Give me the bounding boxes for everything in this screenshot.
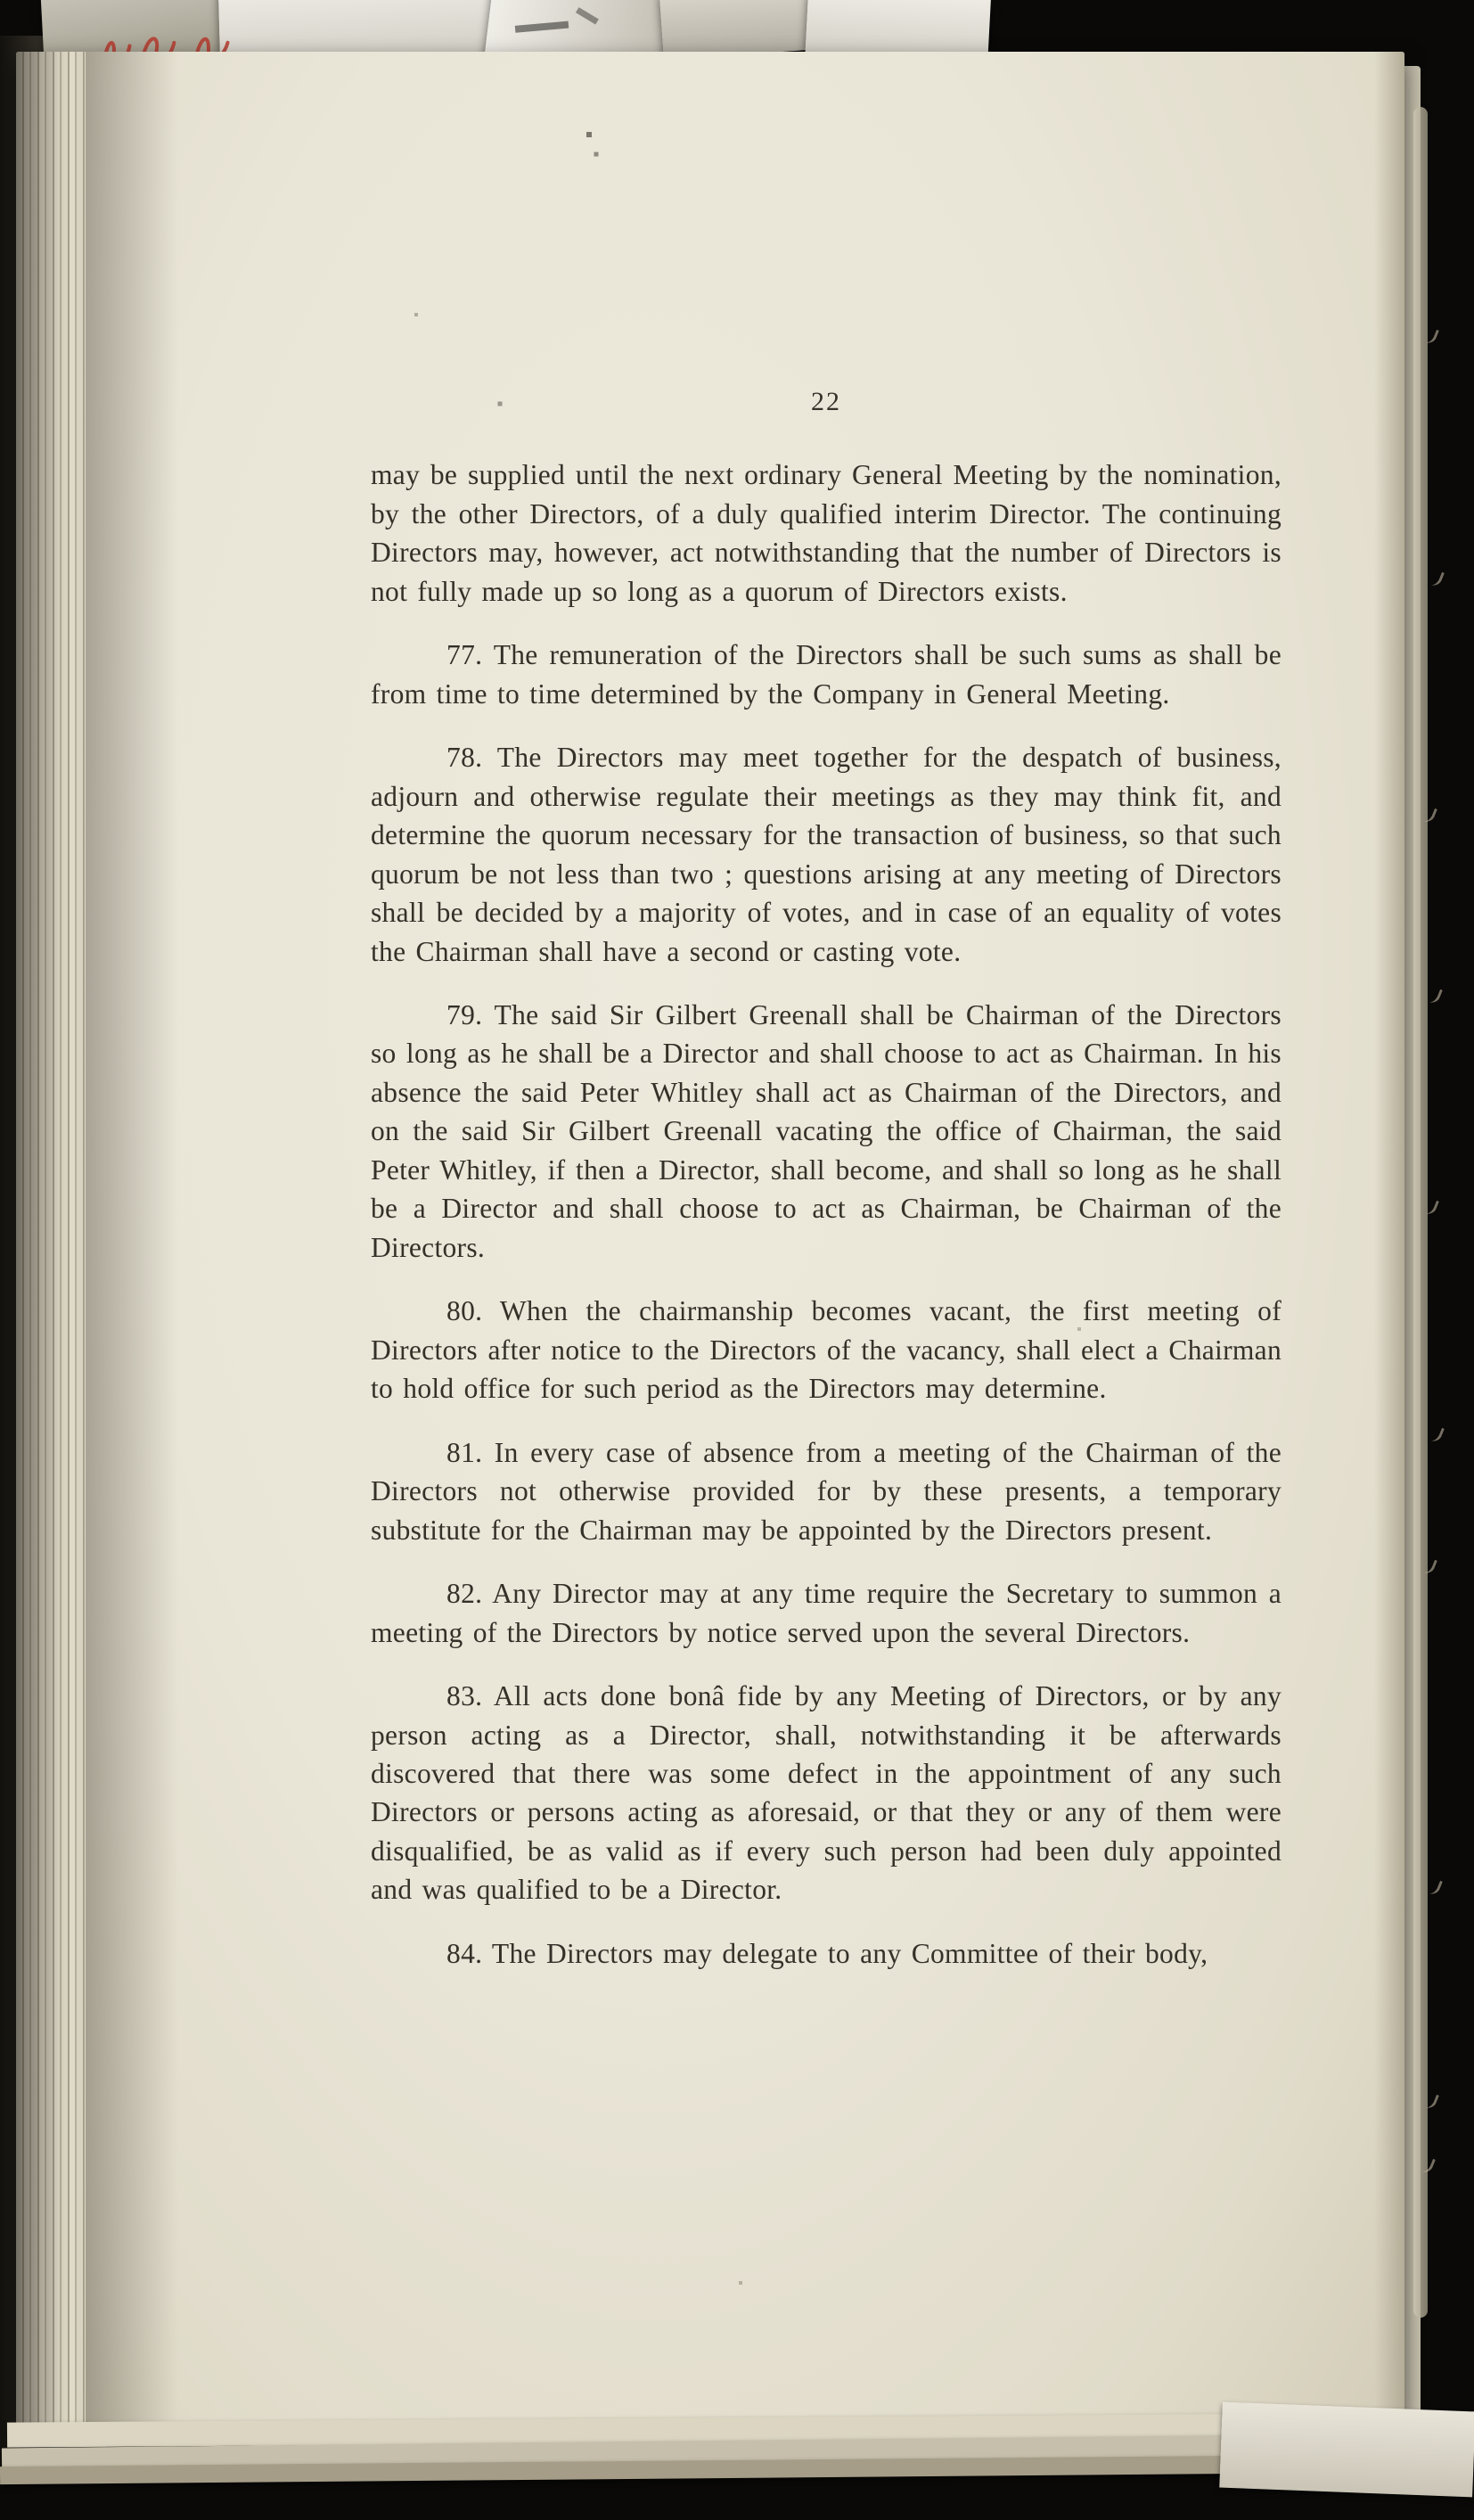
print-smudge (576, 7, 599, 24)
paragraph-clause-81: 81. In every case of absence from a meeting of the Chairman of the Directors not otherwise provided for by these presents, a temporary substitute for the Chairman may be appointed by the Directors present. (371, 1436, 1282, 1546)
paragraph-clause-78: 78. The Directors may meet together for the despatch of business, adjourn and otherwise regulate their meetings as they may think fit, and determine the quorum necessary for the transaction of business, so that such quorum be not less than two ; questions arising at any meeting of Directors shall be decided by a majority of votes, and in case of an equality of votes the Chairman shall have a second or casting vote. (371, 742, 1282, 967)
paragraph-clause-80: 80. When the chairmanship becomes vacant, the first meeting of Directors after notice to the Directors of the vacancy, shall elect a Chairman to hold office for such period as the Directors may determine. (371, 1295, 1282, 1405)
page-text (371, 383, 1282, 1998)
book-binding-edge (16, 52, 86, 2425)
margin-mark (1429, 569, 1445, 587)
paragraph-clause-79: 79. The said Sir Gilbert Greenall shall be Chairman of the Directors so long as he shall be a Director and shall choose to act as Chairman. In his absence the said Peter Whitley shall act as Chairman of the Directors, and on the said Sir Gilbert Greenall vacating the office of Chairman, the said Peter Whitley, if then a Director, shall become, and shall so long as he shall be a Director and shall choose to act as Chairman, be Chairman of the Directors. (371, 999, 1282, 1263)
book-page (16, 52, 1404, 2425)
paragraph-clause-83: 83. All acts done bonâ fide by any Meeting of Directors, or by any person acting as a Director, shall, notwithstanding it be afterwards discovered that there was some defect in the appointment of any such Directors or persons acting as aforesaid, or that they or any of them were disqualified, be as valid as if every such person had been duly appointed and was qualified to be a Director. (371, 1680, 1282, 1906)
paragraph-clause-82: 82. Any Director may at any time require the Secretary to summon a meeting of the Directors by notice served upon the several Directors. (371, 1578, 1282, 1648)
paragraph-continuation: may be supplied until the next ordinary General Meeting by the nomination, by the other Directors, of a duly qualified interim Director. The continuing Directors may, however, act notwithstanding that the number of Directors is not fully made up so long as a quorum of Directors exists. (371, 459, 1282, 607)
paragraph-clause-84: 84. The Directors may delegate to any Committee of their body, (446, 1937, 1208, 1969)
margin-mark (1427, 1877, 1443, 1896)
page-number: 22 (811, 387, 841, 416)
margin-mark (1427, 986, 1443, 1005)
ink-specks (0, 0, 2, 2)
paragraph-clause-77: 77. The remuneration of the Directors shall be such sums as shall be from time to time determined by the Company in General Meeting. (371, 639, 1282, 710)
margin-mark (1429, 1424, 1445, 1443)
bottom-corner-page (1219, 2402, 1474, 2498)
print-smudge (515, 21, 569, 33)
